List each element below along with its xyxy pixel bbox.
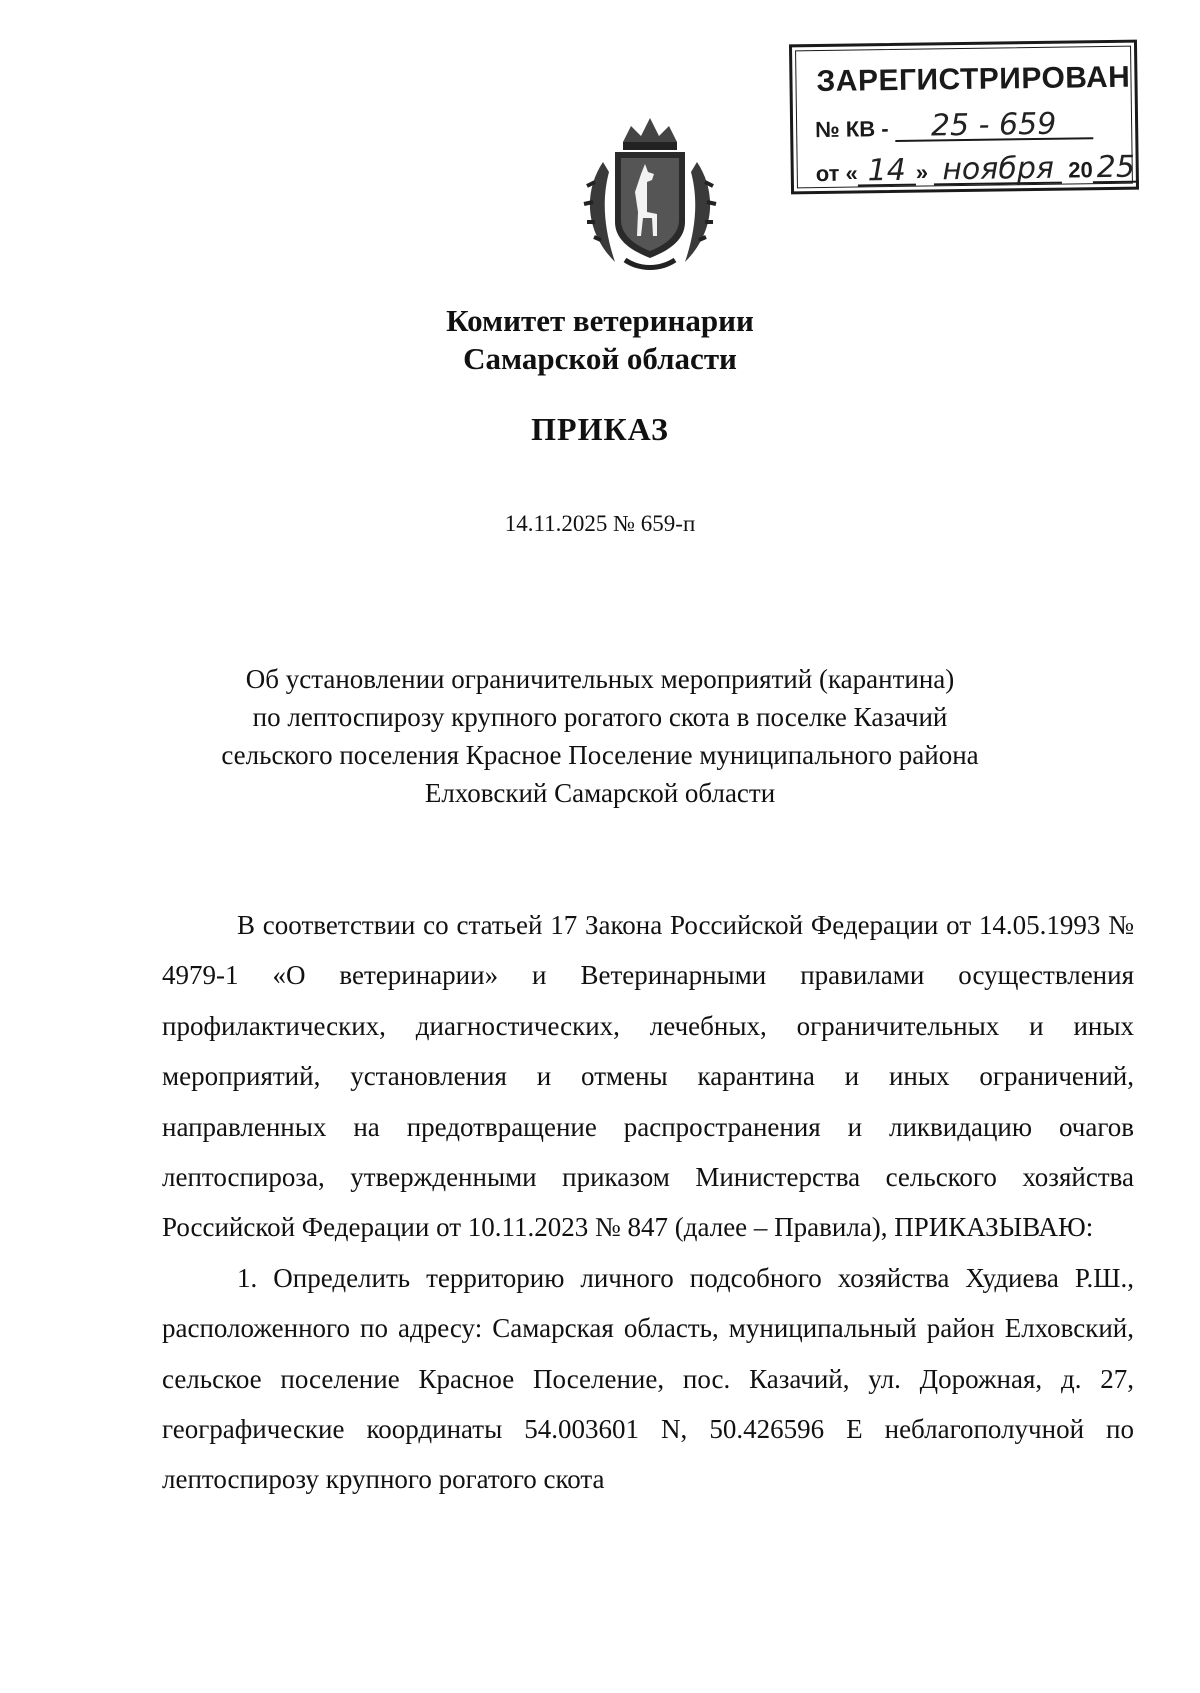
stamp-year-prefix: 20: [1068, 157, 1093, 183]
samara-coat-of-arms-icon: [575, 112, 725, 272]
document-number: 14.11.2025 № 659-п: [504, 511, 696, 536]
subject-line: по лептоспирозу крупного рогатого скота в поселке Казачий: [252, 702, 948, 732]
organization-name-line1: Комитет ветеринарии: [446, 303, 754, 338]
stamp-day-handwritten: 14: [858, 158, 916, 187]
subject-line: Об установлении ограничительных мероприятий (карантина): [245, 664, 955, 694]
document-body: [162, 900, 1134, 1505]
organization-name-line2: Самарской области: [463, 341, 737, 376]
stamp-date-row: [815, 149, 1140, 189]
document-type: ПРИКАЗ: [531, 411, 669, 447]
stamp-title: ЗАРЕГИСТРИРОВАН: [816, 60, 1131, 99]
document-subject: [0, 660, 1200, 812]
preamble-paragraph: В соответствии со статьей 17 Закона Российской Федерации от 14.05.1993 № 4979-1 «О ветеринарии» и Ветеринарными правилами осуществления профилактических, диагностических, лечебных, ограничительных и иных мероприятий, установления и отмены карантина и иных ограничений, направленных на предотвращение распространения и ликвидацию очагов лептоспироза, утвержденными приказом Министерства сельского хозяйства Российской Федерации от 10.11.2023 № 847 (далее – Правила), ПРИКАЗЫВАЮ:: [162, 910, 1134, 1243]
stamp-number-handwritten: 25 - 659: [894, 111, 1092, 142]
stamp-date-mid: »: [915, 159, 929, 185]
stamp-month-handwritten: ноября: [934, 156, 1062, 186]
order-item-1: 1. Определить территорию личного подсобного хозяйства Худиева Р.Ш., расположенного по адресу: Самарская область, муниципальный район Елховский, сельское поселение Красное Поселение, пос. Казачий, ул. Дорожная, д. 27, географические координаты 54.003601 N, 50.426596 E неблагополучной по лептоспирозу крупного рогатого скота: [162, 1262, 1134, 1495]
stamp-year-handwritten: 25: [1093, 155, 1140, 184]
subject-line: Елховский Самарской области: [424, 778, 776, 808]
registration-stamp: [789, 40, 1139, 195]
stamp-number-prefix: № КВ -: [814, 116, 889, 143]
stamp-number-row: [814, 106, 1093, 144]
subject-line: сельского поселения Красное Поселение муниципального района: [221, 740, 979, 770]
stamp-date-prefix: от «: [815, 160, 858, 187]
